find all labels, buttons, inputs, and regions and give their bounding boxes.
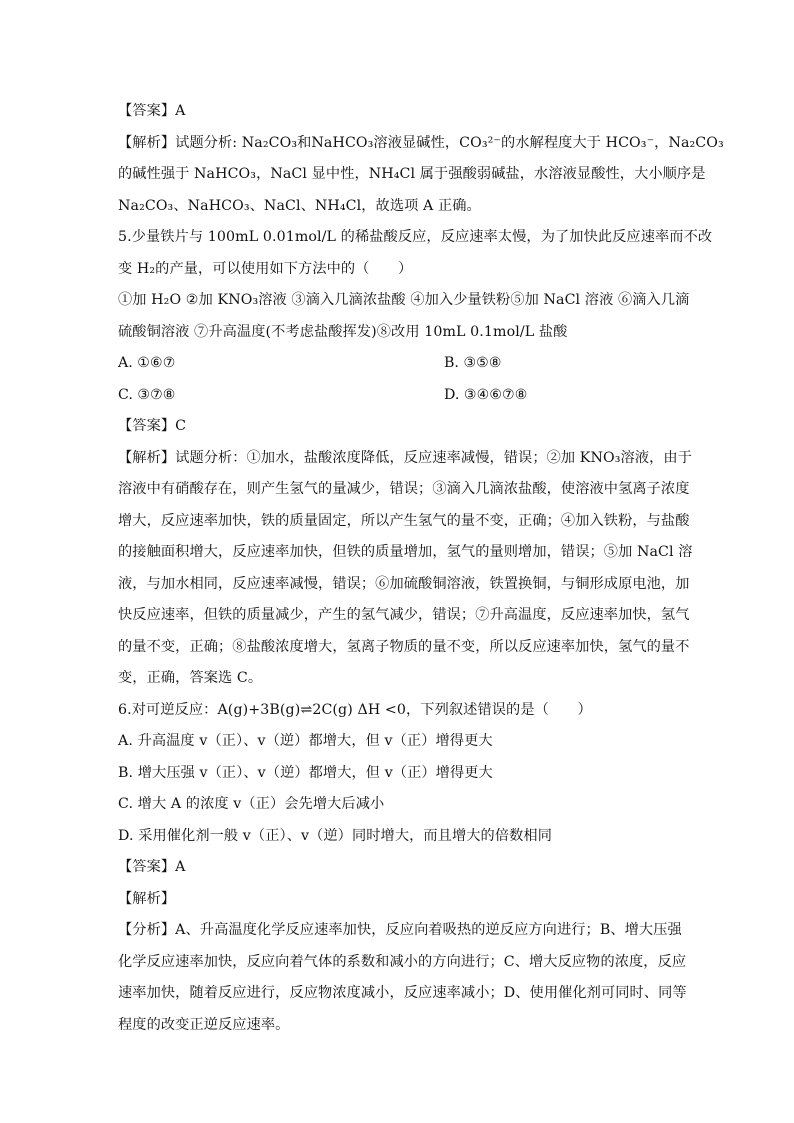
q6-option-c: C. 增大 A 的浓度 v（正）会先增大后减小 xyxy=(118,796,385,812)
q5-stem-line: 5.少量铁片与 100mL 0.01mol/L 的稀盐酸反应，反应速率太慢，为了加快此反应速率而不改 xyxy=(118,229,713,245)
q5-options-row-2 xyxy=(118,380,678,412)
q5-stem-line: 变 H₂的产量，可以使用如下方法中的（ ） xyxy=(118,260,413,277)
q5-option-a: A. ①⑥⑦ xyxy=(118,355,176,371)
q6-stem: 6.对可逆反应：A(g)+3B(g)⇌2C(g) ΔH <0，下列叙述错误的是（ ） xyxy=(118,701,592,718)
q4-analysis-line: 【解析】试题分析: Na₂CO₃和NaHCO₃溶液显碱性，CO₃²⁻的水解程度大于 HCO₃⁻，Na₂CO₃ xyxy=(118,134,724,151)
q5-answer: 【答案】C xyxy=(118,418,187,434)
q6-option-b: B. 增大压强 v（正）、v（逆）都增大，但 v（正）增得更大 xyxy=(118,764,493,781)
q5-stem-line: 硫酸铜溶液 ⑦升高温度(不考虑盐酸挥发)⑧改用 10mL 0.1mol/L 盐酸 xyxy=(118,323,568,340)
q5-analysis-line: 溶液中有硝酸存在，则产生氢气的量减少，错误；③滴入几滴浓盐酸，使溶液中氢离子浓度 xyxy=(118,481,690,497)
q6-analysis-line: 【分析】A、升高温度化学反应速率加快，反应向着吸热的逆反应方向进行；B、增大压强 xyxy=(118,922,682,938)
q5-option-b: B. ③⑤⑧ xyxy=(444,355,502,371)
q5-option-c: C. ③⑦⑧ xyxy=(118,386,176,403)
q5-analysis-line: 快反应速率，但铁的质量减少，产生的氢气减少，错误；⑦升高温度，反应速率加快，氢气 xyxy=(118,607,690,623)
q5-analysis-line: 【解析】试题分析：①加水，盐酸浓度降低，反应速率减慢，错误；②加 KNO₃溶液，由于 xyxy=(118,449,692,466)
q5-options-row-1 xyxy=(118,348,678,380)
q4-analysis-line: Na₂CO₃、NaHCO₃、NaCl、NH₄Cl，故选项 A 正确。 xyxy=(118,197,481,214)
document-body xyxy=(118,96,724,1041)
q6-analysis-line: 化学反应速率加快，反应向着气体的系数和减小的方向进行；C、增大反应物的浓度，反应 xyxy=(118,953,687,970)
q6-option-d: D. 采用催化剂一般 v（正）、v（逆）同时增大，而且增大的倍数相同 xyxy=(118,827,552,844)
q6-analysis-heading: 【解析】 xyxy=(118,890,176,907)
q6-analysis-line: 程度的改变正逆反应速率。 xyxy=(118,1016,290,1033)
q6-analysis-line: 速率加快，随着反应进行，反应物浓度减小，反应速率减小；D、使用催化剂可同时、同等 xyxy=(118,985,687,1001)
q5-analysis-line: 的接触面积增大，反应速率加快，但铁的质量增加，氢气的量则增加，错误；⑤加 NaCl 溶 xyxy=(118,544,693,560)
q5-option-d: D. ③④⑥⑦⑧ xyxy=(444,386,528,403)
q5-stem-line: ①加 H₂O ②加 KNO₃溶液 ③滴入几滴浓盐酸 ④加入少量铁粉⑤加 NaCl 溶液 ⑥滴入几滴 xyxy=(118,292,690,308)
q6-answer: 【答案】A xyxy=(118,859,186,875)
q5-analysis-line: 增大，反应速率加快，铁的质量固定，所以产生氢气的量不变，正确；④加入铁粉，与盐酸 xyxy=(118,512,690,529)
q6-option-a: A. 升高温度 v（正）、v（逆）都增大，但 v（正）增得更大 xyxy=(118,733,493,749)
q5-analysis-line: 液，与加水相同，反应速率减慢，错误；⑥加硫酸铜溶液，铁置换铜，与铜形成原电池，加 xyxy=(118,575,690,592)
q4-analysis-line: 的碱性强于 NaHCO₃，NaCl 显中性，NH₄Cl 属于强酸弱碱盐，水溶液显酸性，大小顺序是 xyxy=(118,166,706,182)
q5-analysis-line: 的量不变，正确；⑧盐酸浓度增大，氢离子物质的量不变，所以反应速率加快，氢气的量不 xyxy=(118,638,690,655)
q4-answer: 【答案】A xyxy=(118,103,186,119)
q5-analysis-line: 变，正确，答案选 C。 xyxy=(118,670,263,686)
